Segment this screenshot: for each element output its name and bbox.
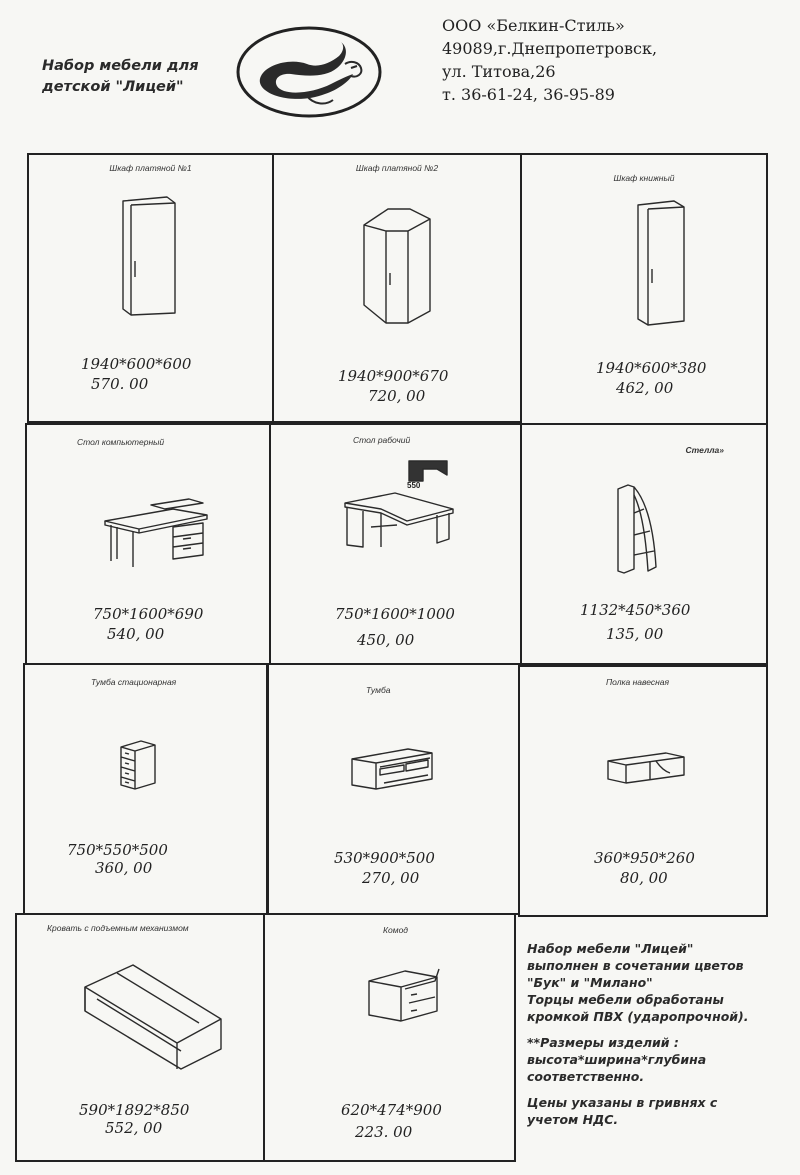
product-cell [272,153,522,423]
company-name: ООО «Белкин-Стиль» [442,16,625,35]
product-dims: 620*474*900 [341,1101,442,1119]
notes-line: выполнен в сочетании цветов [527,958,744,973]
notes-line: **Размеры изделий : [527,1035,679,1050]
notes-line: "Бук" и "Милано" [527,975,653,990]
bookcase-icon [634,199,690,327]
product-cell [518,663,768,917]
product-price: 450, 00 [357,631,415,649]
company-phones: т. 36-61-24, 36-95-89 [442,85,615,104]
computer-desk-icon [103,487,213,569]
company-info [442,14,657,106]
product-title: Шкаф книжный [613,173,675,183]
product-title: Шкаф платяной №2 [355,163,439,173]
work-desk-icon [341,487,457,553]
product-price: 462, 00 [616,379,674,397]
product-dims: 1940*600*600 [81,355,192,373]
catalog-title-line2: детской "Лицей" [42,79,184,95]
product-cell [25,423,271,665]
product-dims: 530*900*500 [334,849,435,867]
product-price: 570. 00 [91,375,149,393]
product-cell [263,913,516,1162]
company-street: ул. Титова,26 [442,62,556,81]
product-cell [15,913,265,1162]
notes-colors [527,940,797,1025]
notes-line: Торцы мебели обработаны [527,992,724,1007]
notes-line: Цены указаны в гривнях с [527,1095,718,1110]
product-cell [520,423,768,667]
product-dims: 750*1600*690 [93,605,204,623]
product-cell [23,663,269,915]
desk-note: 550 [407,481,421,490]
product-dims: 590*1892*850 [79,1101,190,1119]
wardrobe-icon [119,195,179,317]
product-dims: 750*550*500 [67,841,168,859]
product-dims: 360*950*260 [594,849,695,867]
notes-prices [527,1094,797,1128]
product-title: Комод [383,925,408,935]
product-cell [266,663,520,915]
drawer-cabinet-icon [119,739,159,791]
product-price: 80, 00 [620,869,668,887]
product-cell [269,423,522,665]
product-dims: 1132*450*360 [580,601,691,619]
catalog-title [42,56,199,98]
product-title: Шкаф платяной №1 [109,163,192,173]
product-price: 270, 00 [362,869,420,887]
product-title: Тумба [366,685,391,695]
catalog-title-line1: Набор мебели для [42,58,199,74]
product-title: Стол рабочий [353,435,411,445]
notes-line: высота*ширина*глубина [527,1052,707,1067]
product-cell [520,153,768,425]
corner-wardrobe-icon [358,205,438,325]
product-title: Полка навесная [606,677,670,687]
notes-line: соответственно. [527,1069,645,1084]
notes-block [527,940,797,1137]
notes-line: Набор мебели "Лицей" [527,941,694,956]
bed-icon [77,961,227,1073]
notes-dimensions [527,1034,797,1085]
product-title: Стелла» [685,445,724,455]
product-price: 223. 00 [355,1123,413,1141]
company-city: 49089,г.Днепропетровск, [442,39,658,58]
company-logo [233,24,385,120]
product-cell [27,153,274,423]
product-title: Кровать с подъемным механизмом [47,923,189,933]
product-dims: 750*1600*1000 [335,605,455,623]
product-price: 540, 00 [107,625,165,643]
product-title: Тумба стационарная [91,677,177,687]
wall-shelf-icon [606,751,688,785]
shelf-rack-icon [614,483,664,577]
dresser-icon [365,967,445,1027]
product-price: 135, 00 [606,625,664,643]
tv-stand-icon [350,745,436,793]
product-dims: 1940*600*380 [596,359,707,377]
product-price: 720, 00 [368,387,426,405]
notes-line: кромкой ПВХ (ударопрочной). [527,1009,749,1024]
product-price: 360, 00 [95,859,153,877]
product-dims: 1940*900*670 [338,367,449,385]
product-price: 552, 00 [105,1119,163,1137]
notes-line: учетом НДС. [527,1112,619,1127]
product-title: Стол компьютерный [77,437,165,447]
